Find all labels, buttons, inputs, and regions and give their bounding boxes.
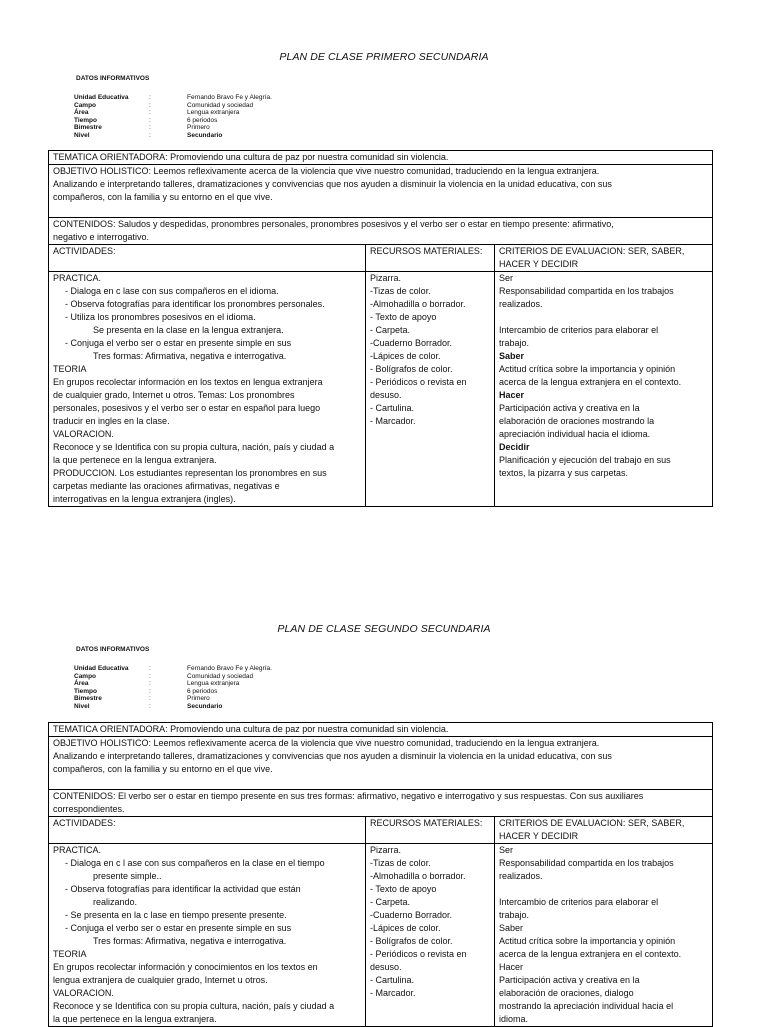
criterio-line: realizados. [499,871,543,881]
actividades-column [49,844,366,1026]
criterio-line: mostrando la apreciación individual hacia el [499,1001,674,1011]
actividades-column [49,272,366,506]
objetivo-holistico [49,165,712,218]
recursos-header: RECURSOS MATERIALES: [366,245,495,271]
criterio-line [499,311,708,324]
info-label: Campo [74,101,97,109]
info-separator: : [149,702,151,710]
actividad-line: interrogativas en la lengua extranjera (ingles). [53,494,236,504]
actividad-line: PRACTICA. [53,845,102,855]
recurso-item: -Tizas de color. [370,858,431,868]
criterio-line: Actitud crítica sobre la importancia y opinión [499,936,676,946]
info-label: Campo [74,672,97,680]
recurso-item: -Cuaderno Borrador. [370,338,453,348]
actividad-line: - Dialoga en c l ase con sus compañeros en la clase en el tiempo [65,858,325,868]
criterio-line: trabajo. [499,910,530,920]
objetivo-line: compañeros, con la familia y su entorno en el que vive. [53,764,273,774]
actividad-line: PRACTICA. [53,273,102,283]
criterios-column [495,272,712,506]
column-headers [49,817,712,844]
criterio-line: elaboración de oraciones, dialogo [499,988,634,998]
info-value: Comunidad y sociedad [187,672,254,680]
info-label: Nivel [74,131,90,139]
objetivo-holistico [49,737,712,790]
info-separator: : [149,665,151,672]
recurso-item: -Almohadilla o borrador. [370,871,466,881]
info-value: Primero [187,695,210,703]
recursos-header: RECURSOS MATERIALES: [366,817,495,843]
criterio-line: Saber [499,351,525,361]
criterio-line: Planificación y ejecución del trabajo en sus [499,455,671,465]
info-separator: : [149,94,151,101]
criterios-header [495,817,712,843]
actividad-line: En grupos recolectar información y conocimientos en los textos en [53,962,318,972]
actividad-line: personales, posesivos y el verbo ser o estar en español para luego [53,403,321,413]
objetivo-line: OBJETIVO HOLISTICO: Leemos reflexivamente acerca de la violencia que vive nuestro comunidad, traduciendo en la lengua extranjera. [53,738,600,748]
contenidos-line: correspondientes. [53,804,125,814]
info-label: Bimestre [74,695,102,703]
criterios-header-line: HACER Y DECIDIR [499,259,579,269]
info-value: Lengua extranjera [187,109,240,117]
actividad-line: - Conjuga el verbo ser o estar en presente simple en sus [65,338,292,348]
recursos-column [366,272,495,506]
recurso-item: - Bolígrafos de color. [370,936,453,946]
actividades-header: ACTIVIDADES: [49,245,366,271]
contenidos-line: CONTENIDOS: El verbo ser o estar en tiempo presente en sus tres formas: afirmativo, negativo e interrogativo y sus respuestas. Con sus auxiliares [53,791,644,801]
criterio-line: Intercambio de criterios para elaborar el [499,897,659,907]
criterio-line: Saber [499,923,524,933]
info-value: Secundario [187,702,223,710]
info-value: 6 periodos [187,687,218,695]
actividad-line: VALORACION. [53,429,114,439]
criterios-header-line: HACER Y DECIDIR [499,831,579,841]
contenidos [49,790,712,817]
info-separator: : [149,680,151,688]
info-label: Unidad Educativa [74,665,129,672]
info-label: Nivel [74,702,90,710]
criterio-line: Participación activa y creativa en la [499,975,640,985]
criterio-line: textos, la pizarra y sus carpetas. [499,468,629,478]
criterio-line: Hacer [499,962,524,972]
recurso-item: -Cuaderno Borrador. [370,910,453,920]
info-label: Bimestre [74,124,102,132]
recurso-item: - Cartulina. [370,403,415,413]
criterio-line: Intercambio de criterios para elaborar el [499,325,659,335]
recursos-column [366,844,495,1026]
info-value: Lengua extranjera [187,680,240,688]
info-label: Tiempo [74,116,97,124]
criterio-line: apreciación individual hacia el idioma. [499,429,651,439]
criterio-line: acerca de la lengua extranjera en el contexto. [499,377,682,387]
contenidos [49,218,712,245]
actividad-line: - Utiliza los pronombres posesivos en el idioma. [65,312,256,322]
recurso-item: - Texto de apoyo [370,884,437,894]
criterio-line: Decidir [499,442,530,452]
info-separator: : [149,109,151,117]
actividad-line: En grupos recolectar información en los textos en lengua extranjera [53,377,323,387]
info-separator: : [149,101,151,109]
actividades-header: ACTIVIDADES: [49,817,366,843]
criterios-header-line: CRITERIOS DE EVALUACION: SER, SABER, [499,818,685,828]
actividad-line: Reconoce y se Identifica con su propia cultura, nación, país y ciudad a [53,442,335,452]
recurso-item: - Bolígrafos de color. [370,364,453,374]
tematica-orientadora: TEMATICA ORIENTADORA: Promoviendo una cultura de paz por nuestra comunidad sin violencia. [49,151,712,165]
recurso-item: - Marcador. [370,416,416,426]
actividad-line: VALORACION. [53,988,114,998]
info-value: Fernando Bravo Fe y Alegría. [187,665,272,672]
recurso-item: Pizarra. [370,845,402,855]
criterio-line: Participación activa y creativa en la [499,403,640,413]
objetivo-line: compañeros, con la familia y su entorno en el que vive. [53,192,273,202]
recurso-item: - Texto de apoyo [370,312,437,322]
actividad-line: TEORIA [53,364,87,374]
actividad-line: PRODUCCION. Los estudiantes representan los pronombres en sus [53,468,327,478]
actividad-line: realizando. [93,897,138,907]
criterios-header-line: CRITERIOS DE EVALUACION: SER, SABER, [499,246,685,256]
actividad-line: Se presenta en la clase en la lengua extranjera. [93,325,284,335]
criterio-line: acerca de la lengua extranjera en el contexto. [499,949,682,959]
recurso-item: desuso. [370,390,402,400]
recurso-item: - Periódicos o revista en [370,949,467,959]
actividad-line: - Se presenta en la c lase en tiempo presente presente. [65,910,287,920]
plan-body [49,272,712,506]
info-separator: : [149,695,151,703]
datos-informativos-heading: DATOS INFORMATIVOS [76,646,150,653]
actividad-line: de cualquier grado, Internet u otros. Temas: Los pronombres [53,390,295,400]
contenidos-line: negativo e interrogativo. [53,232,150,242]
info-separator: : [149,131,151,139]
plan-body [49,844,712,1026]
actividad-line: lengua extranjera de cualquier grado, Internet u otros. [53,975,268,985]
column-headers [49,245,712,272]
objetivo-line: Analizando e interpretando talleres, dramatizaciones y convivencias que nos ayuden a disminuir la violencia en la unidad educativa, con sus [53,179,612,189]
plan-table [48,150,713,507]
datos-informativos-heading: DATOS INFORMATIVOS [76,75,150,82]
actividad-line: traducir en ingles en la clase. [53,416,170,426]
recurso-item: - Carpeta. [370,325,411,335]
criterio-line: Actitud crítica sobre la importancia y opinión [499,364,676,374]
info-label: Área [74,109,89,117]
info-value: Comunidad y sociedad [187,101,254,109]
criterios-header [495,245,712,271]
recurso-item: -Lápices de color. [370,351,441,361]
actividad-line: la que pertenece en la lengua extranjera. [53,455,217,465]
recurso-item: - Marcador. [370,988,416,998]
criterio-line: idioma. [499,1014,529,1024]
plan-title: PLAN DE CLASE SEGUNDO SECUNDARIA [277,623,491,635]
actividad-line: TEORIA [53,949,87,959]
actividad-line: - Observa fotografías para identificar la actividad que están [65,884,301,894]
criterio-line: Responsabilidad compartida en los trabajos [499,286,674,296]
criterio-line: Ser [499,845,514,855]
info-value: Primero [187,124,210,132]
criterio-line [499,883,708,896]
info-separator: : [149,687,151,695]
actividad-line: - Dialoga en c lase con sus compañeros en el idioma. [65,286,279,296]
criterio-line: elaboración de oraciones mostrando la [499,416,655,426]
actividad-line: - Conjuga el verbo ser o estar en presente simple en sus [65,923,292,933]
actividad-line: carpetas mediante las oraciones afirmativas, negativas e [53,481,280,491]
actividad-line: Tres formas: Afirmativa, negativa e interrogativa. [93,936,287,946]
actividad-line: presente simple.. [93,871,162,881]
recurso-item: - Carpeta. [370,897,411,907]
recurso-item: -Almohadilla o borrador. [370,299,466,309]
criterio-line: Hacer [499,390,525,400]
info-label: Tiempo [74,687,97,695]
info-value: 6 periodos [187,116,218,124]
recurso-item: desuso. [370,962,402,972]
recurso-item: Pizarra. [370,273,402,283]
actividad-line: - Observa fotografías para identificar los pronombres personales. [65,299,325,309]
info-label: Área [74,680,89,688]
objetivo-line: OBJETIVO HOLISTICO: Leemos reflexivamente acerca de la violencia que vive nuestro comunidad, traduciendo en la lengua extranjera. [53,166,600,176]
recurso-item: -Tizas de color. [370,286,431,296]
recurso-item: - Periódicos o revista en [370,377,467,387]
actividad-line: la que pertenece en la lengua extranjera. [53,1014,217,1024]
recurso-item: - Cartulina. [370,975,415,985]
contenidos-line: CONTENIDOS: Saludos y despedidas, pronombres personales, pronombres posesivos y el verbo ser o estar en tiempo presente: afirmativo, [53,219,614,229]
criterio-line: trabajo. [499,338,530,348]
recurso-item: -Lápices de color. [370,923,441,933]
tematica-orientadora: TEMATICA ORIENTADORA: Promoviendo una cultura de paz por nuestra comunidad sin violencia. [49,723,712,737]
info-separator: : [149,124,151,132]
info-value: Secundario [187,131,223,139]
plan-title: PLAN DE CLASE PRIMERO SECUNDARIA [279,51,489,63]
info-separator: : [149,116,151,124]
criterio-line: Ser [499,273,514,283]
info-separator: : [149,672,151,680]
actividad-line: Tres formas: Afirmativa, negativa e interrogativa. [93,351,287,361]
actividad-line: Reconoce y se Identifica con su propia cultura, nación, país y ciudad a [53,1001,335,1011]
info-value: Fernando Bravo Fe y Alegría. [187,94,272,101]
plan-table [48,722,713,1027]
criterio-line: realizados. [499,299,543,309]
criterio-line: Responsabilidad compartida en los trabajos [499,858,674,868]
objetivo-line: Analizando e interpretando talleres, dramatizaciones y convivencias que nos ayuden a disminuir la violencia en la unidad educativa, con sus [53,751,612,761]
info-label: Unidad Educativa [74,94,129,101]
criterios-column [495,844,712,1026]
